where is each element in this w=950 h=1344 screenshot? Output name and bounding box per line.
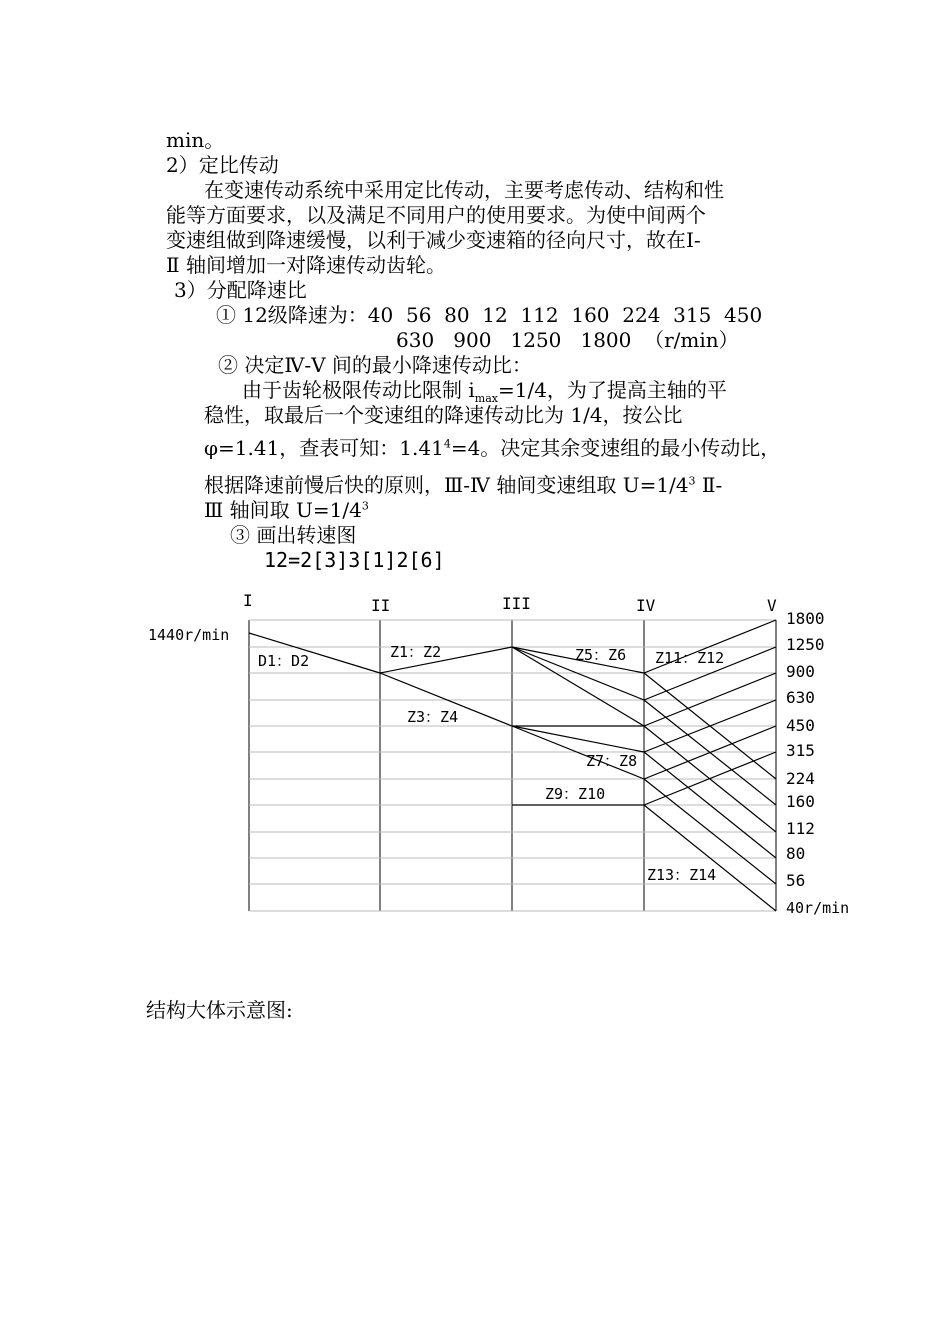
gear-label-z11-z12: Z11：Z12	[655, 649, 725, 667]
transmission-line-z7-z8	[512, 726, 644, 752]
speed-label: 56	[786, 871, 806, 890]
text-line-min: min。	[166, 128, 225, 152]
step-2-line-1: 由于齿轮极限传动比限制 $i_{max}=1/4$，为了提高主轴的平	[242, 378, 727, 405]
heading-ratio-transmission: 2）定比传动	[166, 153, 279, 177]
shaft-label-V: V	[767, 596, 777, 615]
gear-label-z7-z8: Z7：Z8	[586, 752, 638, 770]
speed-label: 80	[786, 844, 806, 863]
step-2-line-2: 稳性，取最后一个变速组的降速传动比为 1/4，按公比	[204, 403, 683, 427]
structure-formula: 12=2[3]3[1]2[6]	[264, 548, 445, 572]
speed-label: 630	[786, 688, 815, 707]
step-2-line-4: 根据降速前慢后快的原则，Ⅲ-Ⅳ 轴间变速组取 $U=1/4^3$ Ⅱ-	[204, 473, 723, 497]
speed-label: 1800	[786, 609, 825, 628]
input-speed-label: 1440r/min	[148, 626, 230, 644]
gear-label-z9-z10: Z9：Z10	[545, 785, 606, 803]
gear-label-z3-z4: Z3：Z4	[407, 708, 459, 726]
paragraph-line-2: 能等方面要求，以及满足不同用户的使用要求。为使中间两个	[166, 203, 706, 227]
speed-label: 1250	[786, 635, 825, 654]
step-3-title: ③ 画出转速图	[230, 523, 357, 547]
step-1-speeds: ① 12级降速为：40 56 80 12 112 160 224 315 450	[216, 303, 763, 327]
step-2-line-3: φ=1.41，查表可知：$1.41^4=4$。决定其余变速组的最小传动比，	[204, 436, 781, 460]
shaft-label-IV: IV	[636, 596, 656, 615]
speed-label: 112	[786, 819, 815, 838]
gear-label-z1-z2: Z1：Z2	[390, 643, 442, 661]
gear-label-d1-d2: D1：D2	[258, 652, 310, 670]
paragraph-line-3: 变速组做到降速缓慢，以利于减少变速箱的径向尺寸，故在Ⅰ-	[166, 228, 701, 252]
speed-label: 900	[786, 662, 815, 681]
speed-label: 40r/min	[786, 899, 850, 917]
heading-distribute-ratio: 3）分配降速比	[174, 278, 307, 302]
shaft-label-III: III	[502, 594, 531, 613]
paragraph-line-4: Ⅱ 轴间增加一对降速传动齿轮。	[166, 253, 446, 277]
speed-label: 315	[786, 741, 815, 760]
structure-sketch-title: 结构大体示意图:	[146, 998, 293, 1022]
shaft-label-II: II	[371, 596, 391, 615]
gear-label-z5-z6: Z5：Z6	[575, 646, 627, 664]
step-2-title: ② 决定Ⅳ-Ⅴ 间的最小降速传动比：	[218, 353, 532, 377]
shaft-label-I: I	[243, 591, 253, 610]
speed-label: 160	[786, 792, 815, 811]
speed-label: 450	[786, 716, 815, 735]
gear-label-z13-z14: Z13：Z14	[647, 866, 717, 884]
speed-label: 224	[786, 769, 815, 788]
step-2-line-5: Ⅲ 轴间取 $U=1/4^3$	[204, 498, 369, 522]
paragraph-line-1: 在变速传动系统中采用定比传动，主要考虑传动、结构和性	[204, 178, 724, 202]
step-1-speeds-cont: 630 900 1250 1800 （r/min）	[396, 328, 739, 352]
